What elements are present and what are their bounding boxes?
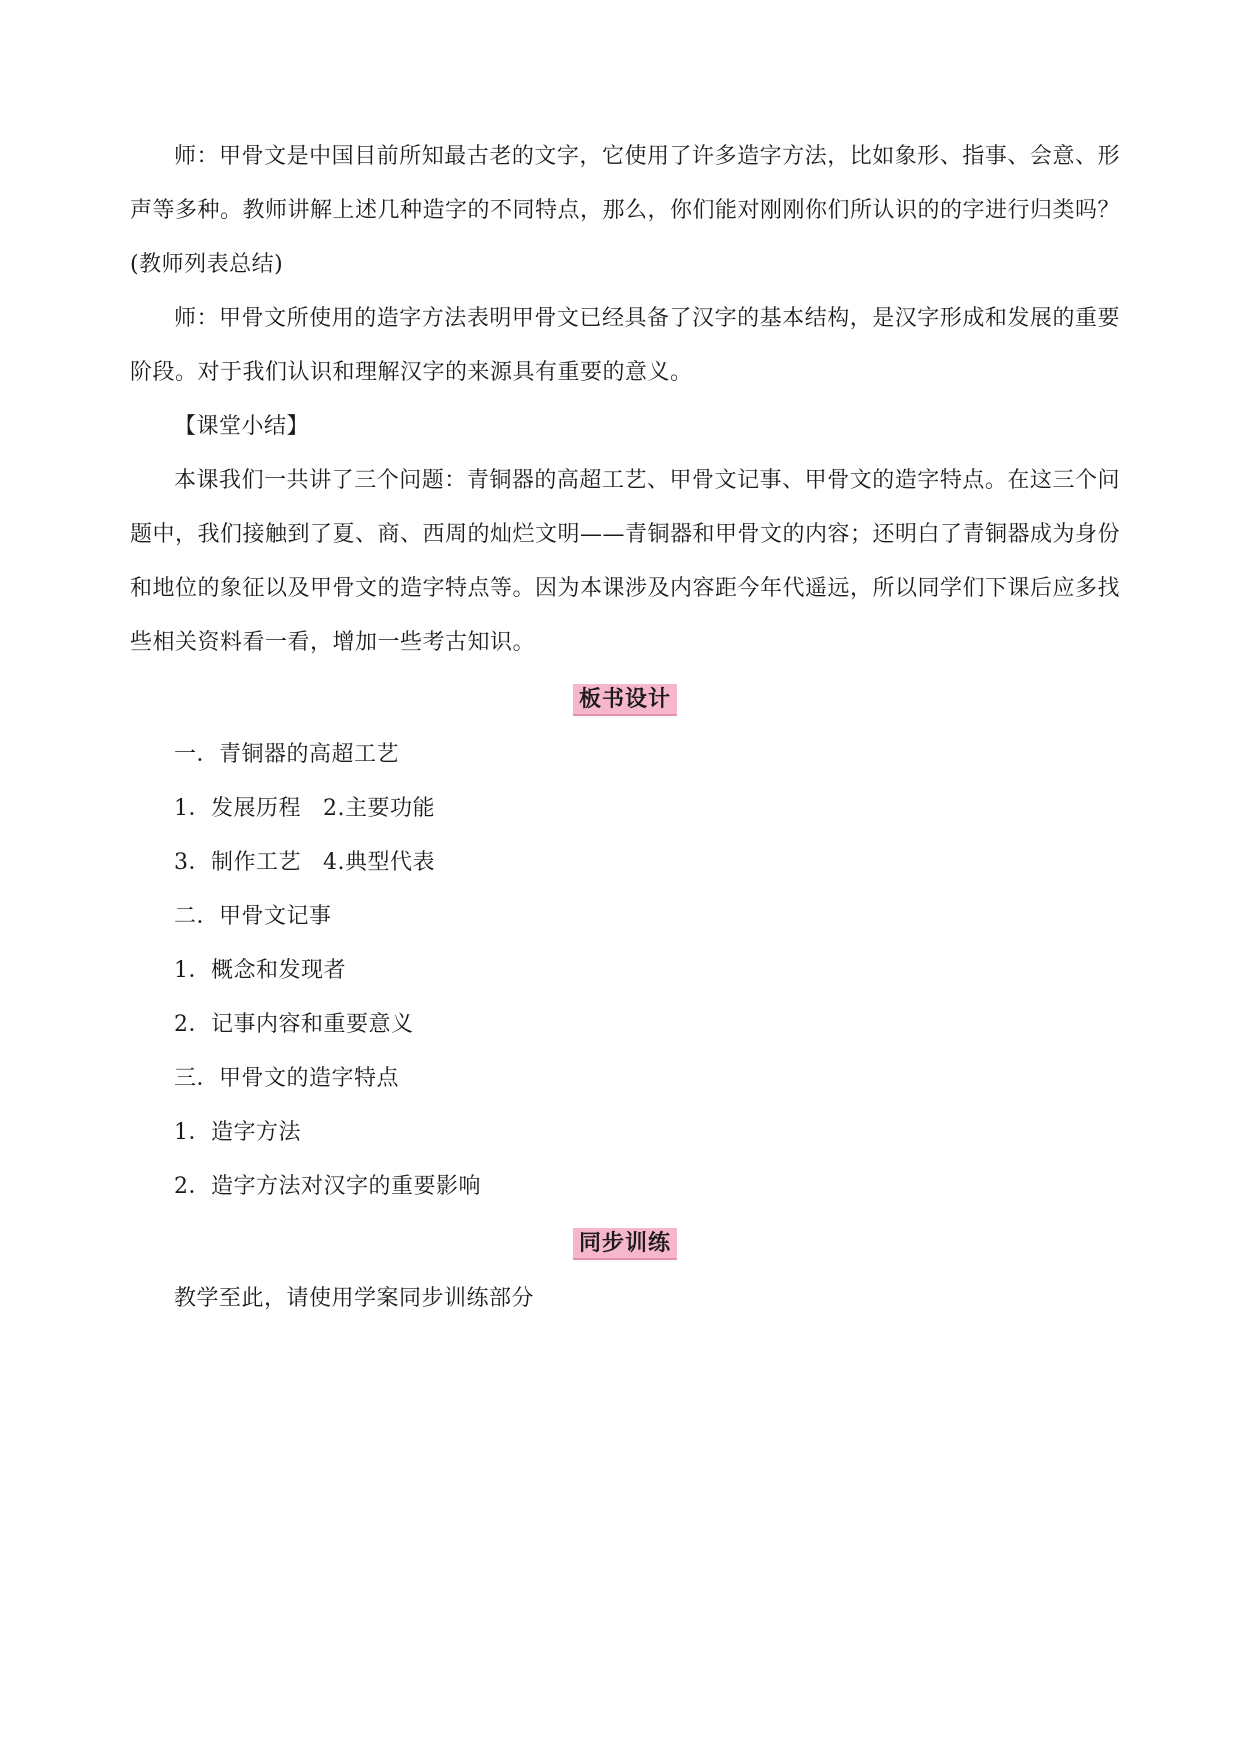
sync-training-text: 教学至此，请使用学案同步训练部分 xyxy=(174,1286,535,1311)
teacher-paragraph-1: 师：甲骨文是中国目前所知最古老的文字，它使用了许多造字方法，比如象形、指事、会意、形声等多种。教师讲解上述几种造字的不同特点，那么，你们能对刚刚你们所认识的的字进行归类吗？(教师列表总结) xyxy=(130,144,1121,277)
board-item: 1．概念和发现者 xyxy=(174,958,346,983)
board-item: 1．造字方法 xyxy=(174,1120,301,1145)
board-item: 2.主要功能 xyxy=(323,796,435,821)
board-section-3-heading: 三．甲骨文的造字特点 xyxy=(174,1066,400,1091)
board-section-1-row-1 xyxy=(130,782,1120,836)
board-item: 3．制作工艺 xyxy=(174,850,301,875)
board-item: 2．记事内容和重要意义 xyxy=(174,1012,414,1037)
board-item: 1．发展历程 xyxy=(174,796,301,821)
sync-training-heading: 同步训练 xyxy=(573,1228,677,1260)
board-design-heading: 板书设计 xyxy=(573,684,677,716)
class-summary-paragraph: 本课我们一共讲了三个问题：青铜器的高超工艺、甲骨文记事、甲骨文的造字特点。在这三个问题中，我们接触到了夏、商、西周的灿烂文明——青铜器和甲骨文的内容；还明白了青铜器成为身份和地位的象征以及甲骨文的造字特点等。因为本课涉及内容距今年代遥远，所以同学们下课后应多找些相关资料看一看，增加一些考古知识。 xyxy=(130,468,1121,655)
teacher-paragraph-2: 师：甲骨文所使用的造字方法表明甲骨文已经具备了汉字的基本结构，是汉字形成和发展的重要阶段。对于我们认识和理解汉字的来源具有重要的意义。 xyxy=(130,306,1120,385)
board-section-2-heading: 二．甲骨文记事 xyxy=(174,904,332,929)
sync-training-heading-wrap xyxy=(130,1216,1120,1270)
board-section-1-heading: 一．青铜器的高超工艺 xyxy=(174,742,400,767)
board-item: 4.典型代表 xyxy=(323,850,435,875)
class-summary-label: 【课堂小结】 xyxy=(174,414,310,439)
board-item: 2．造字方法对汉字的重要影响 xyxy=(174,1174,481,1199)
board-section-1-row-2 xyxy=(130,836,1120,890)
document-page xyxy=(130,130,1120,1326)
board-design-heading-wrap xyxy=(130,672,1120,726)
